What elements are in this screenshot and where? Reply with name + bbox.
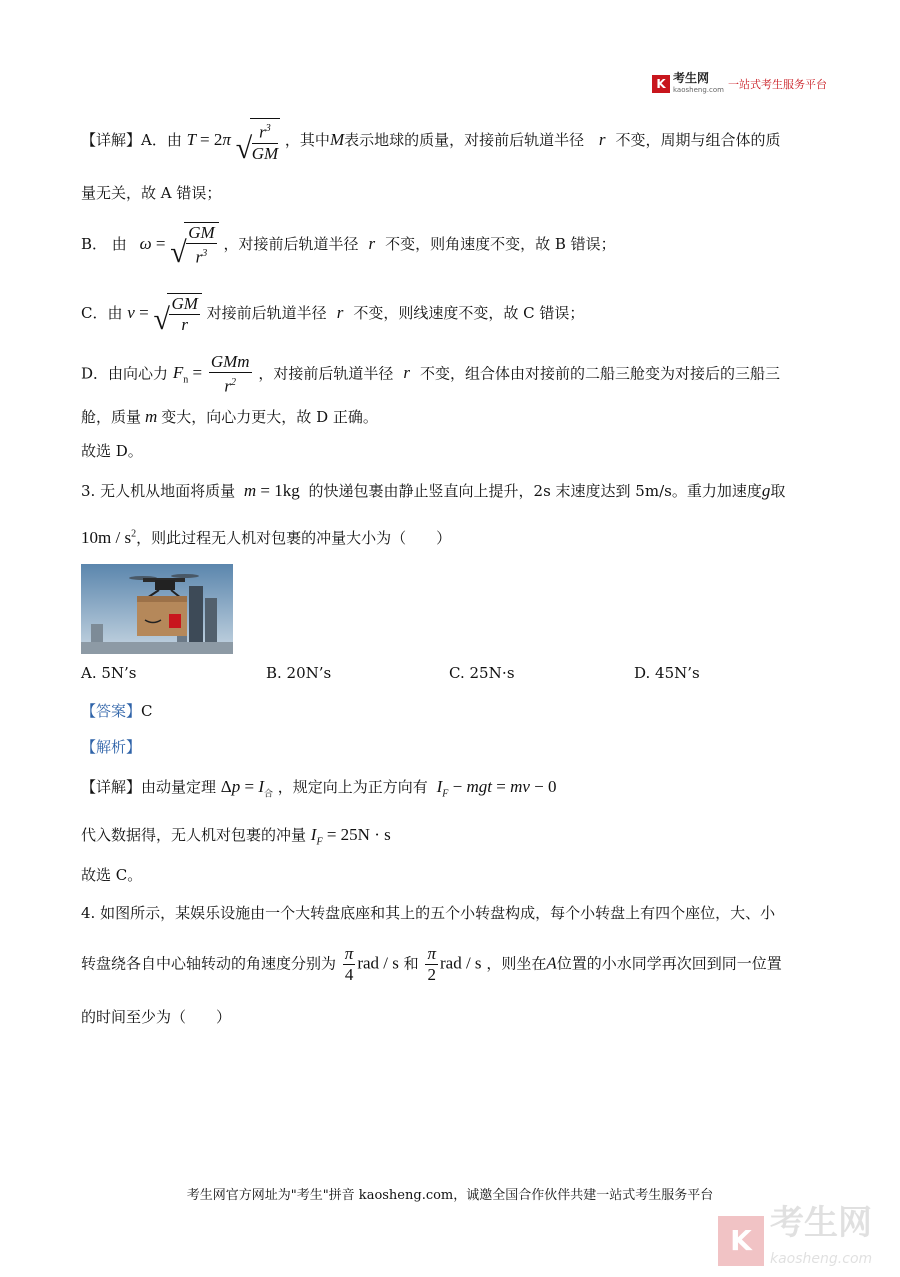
explanation-1: 【详解】由动量定理 $\Delta p = I_合$ ，规定向上为正方向有 $I_F$ − mgt = mv − 0: [81, 777, 557, 800]
option-a: A. 5N’s: [81, 664, 137, 682]
slogan: 一站式考生服务平台: [727, 78, 827, 91]
watermark: K 考生网 kaosheng.com: [718, 1205, 872, 1277]
header-logo: [652, 72, 827, 96]
answer: 【答案】C: [81, 702, 153, 720]
line-b: B． 由 ω = √ $\frac{GM}{r^3}$ ，对接前后轨道半径 r 不变，则角速度不变，故 B 错误；: [81, 223, 616, 269]
line-a1: 【详解】A．由 T = 2π √ $\frac{r^3}{GM}$ ，其中M表示地球的质量，对接前后轨道半径 r 不变，周期与组合体的质: [81, 118, 781, 164]
option-b: B. 20N’s: [266, 664, 332, 682]
watermark-logo-icon: K: [718, 1216, 764, 1266]
brand: 考生网 kaosheng.com: [673, 71, 724, 94]
line-d: D．由向心力 $F_n$ = $\frac{\text{GMm}}{r^2}$ ，对接前后轨道半径 r 不变，组合体由对接前的二船三舱变为对接后的三船三: [81, 352, 780, 396]
footer: 考生网官方网址为"考生"拼音 kaosheng.com，诚邀全国合作伙伴共建一站式考生服务平台: [186, 1188, 714, 1203]
line-c: C．由 v = √ $\frac{GM}{r}$ 对接前后轨道半径 r 不变，则线速度不变，故 C 错误；: [81, 294, 585, 336]
question-4-line3: 的时间至少为（ ）: [81, 1008, 232, 1026]
line-choose-d: 故选 D。: [81, 442, 143, 460]
line-a2: 量无关，故 A 错误；: [81, 184, 222, 202]
question-3: 3. 无人机从地面将质量 m = 1kg 的快递包裹由静止竖直向上提升，2s 末速度达到 5m/s。重力加速度g取: [81, 481, 786, 500]
question-4: 4. 如图所示，某娱乐设施由一个大转盘底座和其上的五个小转盘构成，每个小转盘上有四个座位，大、小: [81, 904, 776, 922]
option-c: C. 25N⋅s: [449, 664, 515, 682]
analysis-label: 【解析】: [81, 738, 142, 756]
drone-package-image: [81, 564, 233, 654]
question-3-line2: $10m / s^2$，则此过程无人机对包裹的冲量大小为（ ）: [81, 528, 452, 547]
logo-icon: K: [652, 75, 670, 93]
option-d: D. 45N’s: [634, 664, 700, 682]
explanation-2: 代入数据得，无人机对包裹的冲量 $I_F = 25N \cdot s$: [81, 825, 391, 848]
line-choose-c: 故选 C。: [81, 866, 143, 884]
line-d2: 舱，质量 m 变大，向心力更大，故 D 正确。: [81, 407, 378, 426]
question-4-line2: 转盘绕各自中心轴转动的角速度分别为 $\frac{\pi}{4}$ rad / s 和 $\frac{\pi}{2}$ rad / s ，则坐在A位置的小水同学再次回到同一位置: [81, 944, 782, 984]
